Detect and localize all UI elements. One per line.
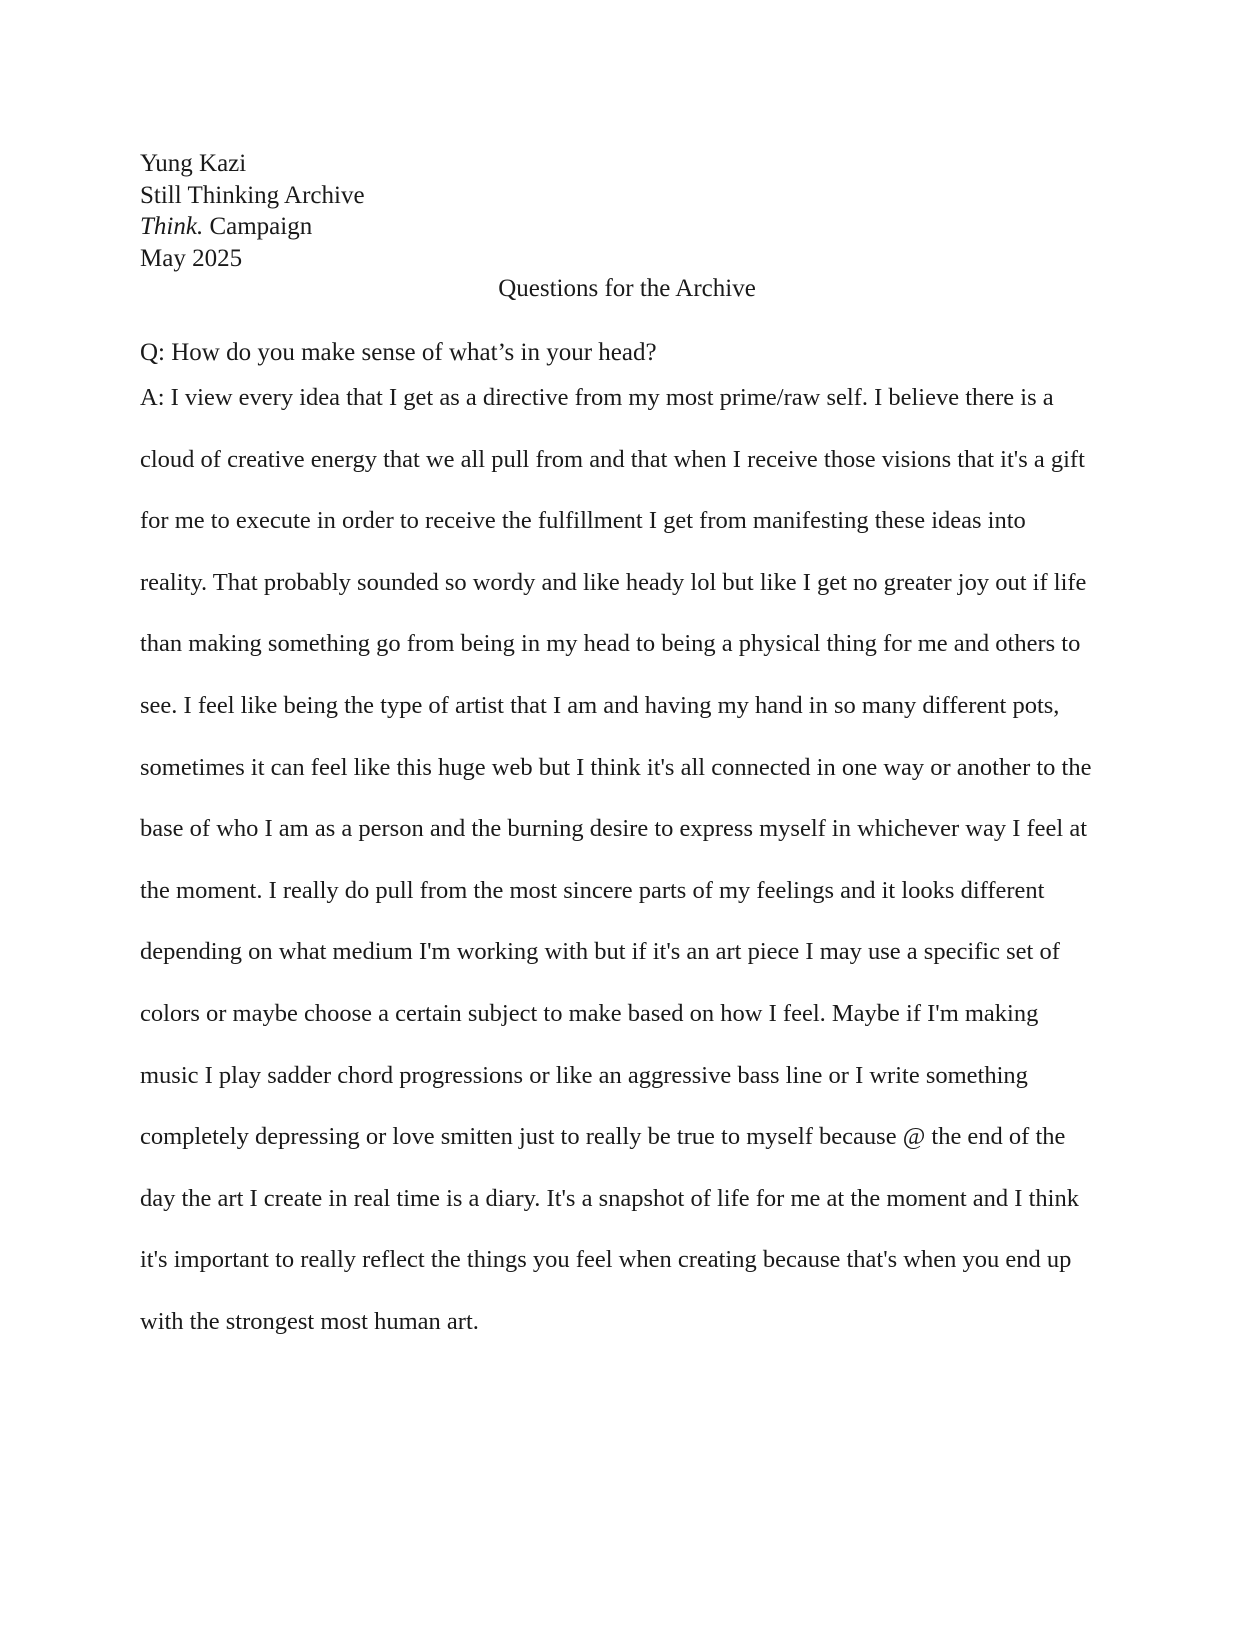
answer-line: colors or maybe choose a certain subject to make based on how I feel. Maybe if I'm making — [140, 999, 1039, 1027]
answer-line: depending on what medium I'm working with but if it's an art piece I may use a specific set of — [140, 938, 1060, 966]
campaign-name — [140, 211, 365, 243]
answer-line: for me to execute in order to receive the fulfillment I get from manifesting these ideas into — [140, 507, 1026, 535]
answer-line: cloud of creative energy that we all pull from and that when I receive those visions that it's a gift — [140, 445, 1085, 473]
answer-line: reality. That probably sounded so wordy and like heady lol but like I get no greater joy out if life — [140, 568, 1087, 596]
document-header — [140, 148, 365, 274]
answer-line: music I play sadder chord progressions or like an aggressive bass line or I write something — [140, 1061, 1028, 1089]
campaign-italic-word: Think. — [140, 213, 204, 240]
answer-line: sometimes it can feel like this huge web but I think it's all connected in one way or another to the — [140, 753, 1092, 781]
answer-line: base of who I am as a person and the burning desire to express myself in whichever way I feel at — [140, 815, 1088, 843]
answer-line: it's important to really reflect the things you feel when creating because that's when you end up — [140, 1246, 1072, 1274]
author-name: Yung Kazi — [140, 150, 247, 177]
answer-paragraph — [140, 367, 1140, 1353]
answer-line: completely depressing or love smitten just to really be true to myself because @ the end of the — [140, 1123, 1066, 1151]
answer-line: with the strongest most human art. — [140, 1307, 479, 1335]
answer-line: than making something go from being in my head to being a physical thing for me and others to — [140, 630, 1081, 658]
answer-line: the moment. I really do pull from the most sincere parts of my feelings and it looks different — [140, 876, 1045, 904]
answer-line: A: I view every idea that I get as a directive from my most prime/raw self. I believe there is a — [140, 384, 1054, 411]
document-title: Questions for the Archive — [498, 275, 756, 302]
campaign-word: Campaign — [203, 213, 313, 240]
answer-line: see. I feel like being the type of artist that I am and having my hand in so many different pots, — [140, 691, 1060, 719]
document-date: May 2025 — [140, 244, 243, 272]
archive-name: Still Thinking Archive — [140, 181, 365, 209]
answer-line: day the art I create in real time is a diary. It's a snapshot of life for me at the moment and I think — [140, 1184, 1079, 1212]
question-text: Q: How do you make sense of what’s in your head? — [140, 339, 657, 366]
